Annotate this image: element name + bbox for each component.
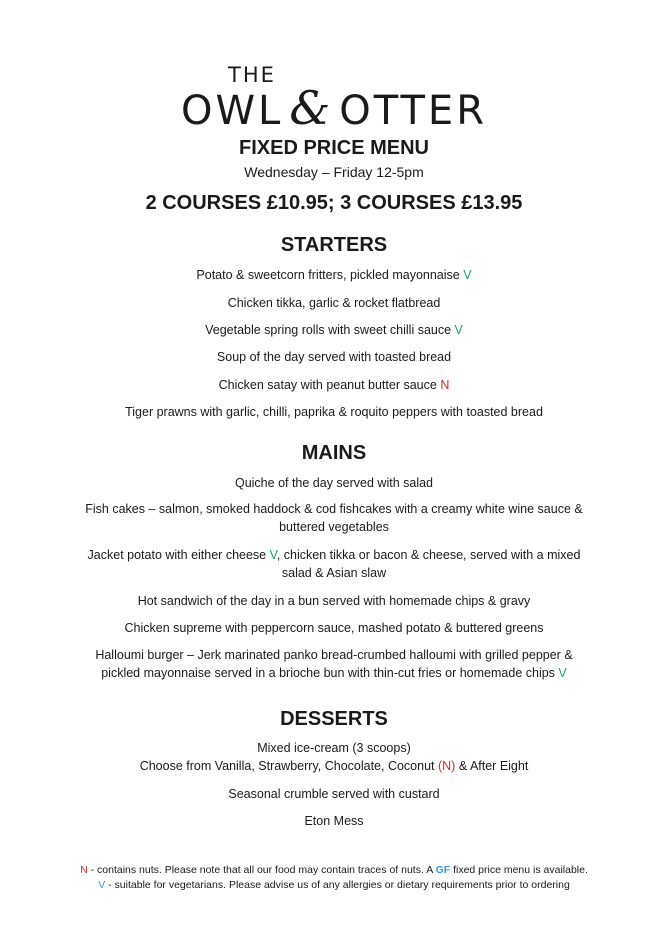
main-item: Quiche of the day served with salad [234,476,434,490]
menu-days: Wednesday – Friday 12-5pm [244,164,424,180]
main-item: Hot sandwich of the day in a bun served with homemade chips & gravy [137,594,531,608]
starter-item: Chicken satay with peanut butter sauce N [218,378,450,392]
nuts-mark: (N) [437,759,456,773]
vegetarian-mark: V [454,323,463,337]
nuts-mark: N [440,378,450,392]
dessert-item: Seasonal crumble served with custard [228,787,440,801]
nuts-mark: N [80,864,88,876]
owl-and-otter-logo [0,64,668,133]
vegetarian-mark: V [558,666,567,680]
starter-item: Chicken tikka, garlic & rocket flatbread [227,296,441,310]
main-item-continued: salad & Asian slaw [281,566,387,580]
gluten-free-mark: GF [435,864,451,876]
dessert-item-continued: Choose from Vanilla, Strawberry, Chocolate, Coconut (N) & After Eight [139,759,529,773]
main-item: Halloumi burger – Jerk marinated panko bread-crumbed halloumi with grilled pepper & [95,648,573,662]
main-item-continued: buttered vegetables [279,520,389,534]
footer-nuts-note: N - contains nuts. Please note that all our food may contain traces of nuts. A GF fixed price menu is available. [80,864,588,876]
starter-item: Soup of the day served with toasted bread [216,350,452,364]
main-item-continued: pickled mayonnaise served in a brioche bun with thin-cut fries or homemade chips V [101,666,567,680]
footer-veg-note: V - suitable for vegetarians. Please advise us of any allergies or dietary requirements prior to ordering [98,879,570,891]
dessert-item: Mixed ice-cream (3 scoops) [257,741,411,755]
logo-otter: OTTER [339,88,487,134]
main-item: Chicken supreme with peppercorn sauce, mashed potato & buttered greens [124,621,544,635]
starter-item: Potato & sweetcorn fritters, pickled mayonnaise V [196,268,472,282]
starters-heading: STARTERS [280,234,388,256]
desserts-heading: DESSERTS [280,708,388,730]
menu-title: FIXED PRICE MENU [238,137,430,159]
vegetarian-mark: V [98,879,106,891]
vegetarian-mark: V [463,268,472,282]
logo-the: THE [228,63,276,87]
mains-heading: MAINS [301,442,367,464]
dessert-item: Eton Mess [304,814,364,828]
menu-prices: 2 COURSES £10.95; 3 COURSES £13.95 [145,192,523,214]
starter-item: Vegetable spring rolls with sweet chilli sauce V [205,323,463,337]
logo-ampersand: & [289,81,334,135]
main-item: Fish cakes – salmon, smoked haddock & cod fishcakes with a creamy white wine sauce & [85,502,583,516]
starter-item: Tiger prawns with garlic, chilli, paprika & roquito peppers with toasted bread [125,405,543,419]
logo-owl: OWL [181,88,284,134]
vegetarian-mark: V [269,548,277,562]
main-item: Jacket potato with either cheese V, chicken tikka or bacon & cheese, served with a mixed [87,548,581,562]
logo-wordmark [0,81,668,135]
